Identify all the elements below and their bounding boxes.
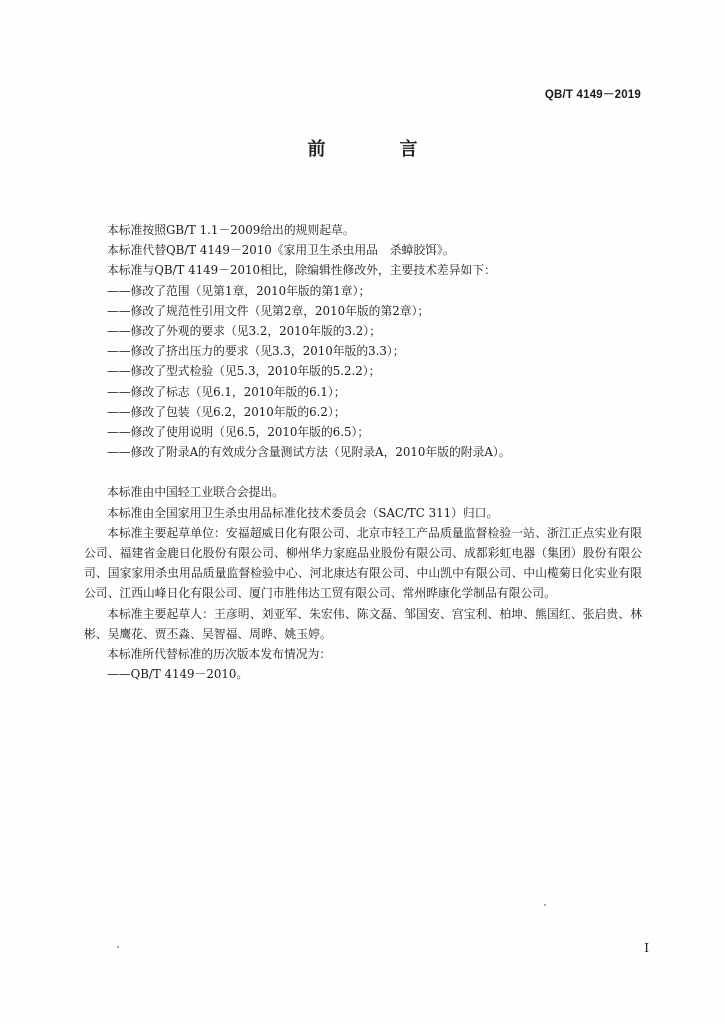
drafting-units-paragraph: 本标准主要起草单位：安福超威日化有限公司、北京市轻工产品质量监督检验一站、浙江正点实业有限公司、福建省金鹿日化股份有限公司、柳州华力家庭品业股份有限公司、成都彩虹电器（集团）股份有限公司、国家家用杀虫用品质量监督检验中心、河北康达有限公司、中山凯中有限公司、中山榄菊日化实业有限公司、江西山峰日化有限公司、厦门市胜伟达工贸有限公司、常州晔康化学制品有限公司。 bbox=[84, 525, 642, 601]
change-item: ——修改了附录A的有效成分含量测试方法（见附录A，2010年版的附录A）。 bbox=[107, 445, 511, 460]
change-item: ——修改了挤出压力的要求（见3.3，2010年版的3.3）； bbox=[107, 344, 405, 359]
change-item: ——修改了标志（见6.1，2010年版的6.1）； bbox=[107, 384, 346, 399]
change-item: ——修改了使用说明（见6.5，2010年版的6.5）； bbox=[107, 425, 370, 440]
page-title: 前 言 bbox=[307, 139, 446, 160]
change-item: ——修改了外观的要求（见3.2，2010年版的3.2）； bbox=[107, 324, 381, 339]
history-label: 本标准所代替标准的历次版本发布情况为： bbox=[107, 647, 332, 662]
standard-code-header: QB/T 4149－2019 bbox=[544, 89, 641, 101]
drafting-rule-line: 本标准按照GB/T 1.1－2009给出的规则起草。 bbox=[107, 223, 355, 237]
page-number: I bbox=[644, 941, 649, 955]
proposer-line: 本标准由中国轻工业联合会提出。 bbox=[107, 485, 284, 500]
history-item: ——QB/T 4149－2010。 bbox=[107, 667, 249, 682]
change-item: ——修改了规范性引用文件（见第2章，2010年版的第2章）； bbox=[107, 303, 430, 318]
paragraph-gap bbox=[84, 462, 642, 482]
drafters-paragraph: 本标准主要起草人：王彦明、刘亚军、朱宏伟、陈文磊、邹国安、宫宝利、柏坤、熊国红、张启贵、林彬、吴鹰花、贾丕淼、吴智福、周晔、姚玉婷。 bbox=[84, 606, 642, 641]
scan-speck bbox=[544, 904, 546, 906]
scan-speck bbox=[117, 946, 119, 948]
foreword-body bbox=[84, 220, 642, 684]
change-item: ——修改了包装（见6.2，2010年版的6.2）； bbox=[107, 404, 346, 419]
change-item: ——修改了范围（见第1章，2010年版的第1章）； bbox=[107, 283, 371, 298]
replacement-line: 本标准代替QB/T 4149－2010《家用卫生杀虫用品 杀蟑胶饵》。 bbox=[107, 243, 455, 258]
differences-intro-line: 本标准与QB/T 4149－2010相比，除编辑性修改外，主要技术差异如下： bbox=[107, 263, 496, 278]
centralizing-line: 本标准由全国家用卫生杀虫用品标准化技术委员会（SAC/TC 311）归口。 bbox=[107, 505, 499, 520]
change-item: ——修改了型式检验（见5.3，2010年版的5.2.2）； bbox=[107, 364, 381, 379]
